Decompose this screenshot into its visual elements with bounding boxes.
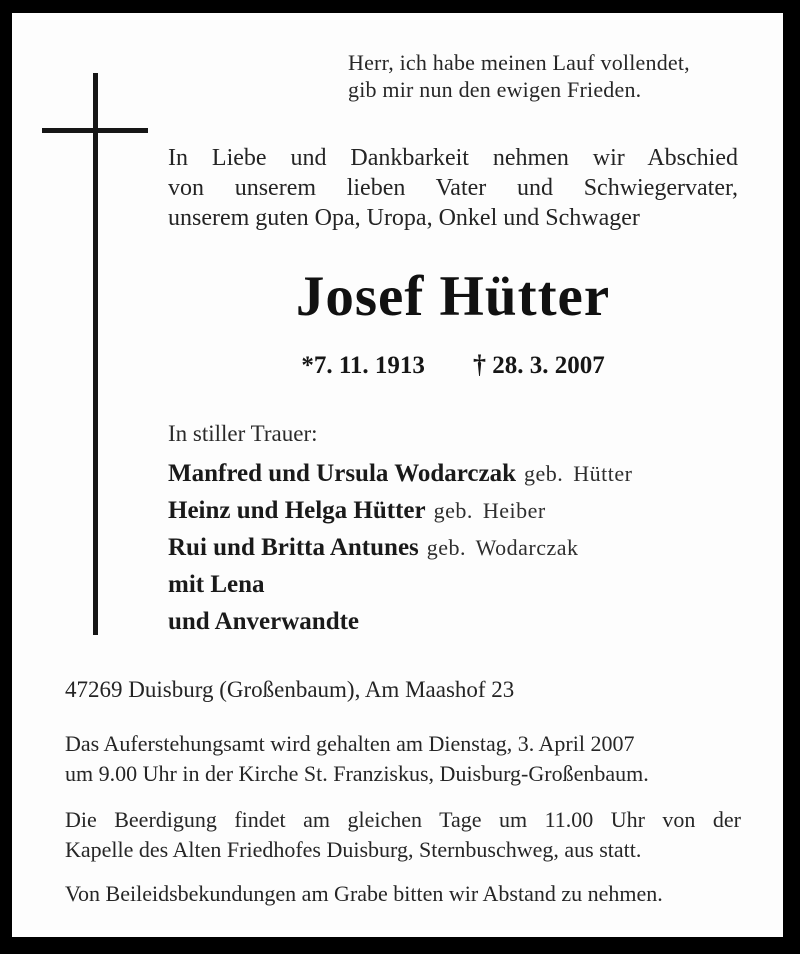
service-line-2: um 9.00 Uhr in der Kirche St. Franziskus, Duisburg-Großenbaum. xyxy=(65,761,649,786)
deceased-name: Josef Hütter xyxy=(295,265,611,328)
mourner-names: Rui und Britta Antunes xyxy=(168,534,419,561)
life-dates xyxy=(168,350,738,380)
death-date: 28. 3. 2007 xyxy=(492,352,605,379)
mourner-row xyxy=(168,460,753,497)
death-date-group xyxy=(473,352,605,379)
mourner-maiden-name: geb. Heiber xyxy=(433,498,546,523)
quote-line-1: Herr, ich habe meinen Lauf vollendet, xyxy=(348,50,690,75)
mourner-maiden-name: geb. Wodarczak xyxy=(426,535,579,560)
death-dagger-icon: † xyxy=(472,350,486,379)
quote-line-2: gib mir nun den ewigen Frieden. xyxy=(348,77,642,102)
mourner-maiden-name: geb. Hütter xyxy=(523,461,633,486)
cross-icon-bar xyxy=(42,128,148,133)
scripture-quote xyxy=(348,49,690,103)
intro-line-3: unserem guten Opa, Uropa, Onkel und Schwager xyxy=(168,205,640,231)
mourner-row xyxy=(168,497,753,534)
service-paragraph xyxy=(65,729,741,789)
burial-line-1: Die Beerdigung findet am gleichen Tage um 11.00 Uhr von der xyxy=(65,807,741,832)
intro-line-2: von unserem lieben Vater und Schwiegervater, xyxy=(168,175,738,201)
intro-line-1: In Liebe und Dankbarkeit nehmen wir Abschied xyxy=(168,145,738,171)
condolence-note: Von Beileidsbekundungen am Grabe bitten wir Abstand zu nehmen. xyxy=(65,881,663,906)
intro-paragraph xyxy=(168,143,738,233)
mourner-names: Manfred und Ursula Wodarczak xyxy=(168,460,516,487)
mourners-list xyxy=(168,460,753,645)
deceased-name-block xyxy=(168,265,738,329)
obituary-notice xyxy=(12,13,783,937)
birth-date: 7. 11. 1913 xyxy=(313,352,425,379)
cross-icon xyxy=(93,73,98,635)
mourner-names: mit Lena xyxy=(168,571,265,598)
birth-date-group xyxy=(301,352,425,379)
mourner-row xyxy=(168,534,753,571)
mourner-row xyxy=(168,608,753,645)
mourning-heading: In stiller Trauer: xyxy=(168,421,318,446)
burial-paragraph xyxy=(65,805,741,865)
mourner-names: und Anverwandte xyxy=(168,608,360,635)
service-line-1: Das Auferstehungsamt wird gehalten am Dienstag, 3. April 2007 xyxy=(65,731,635,756)
address-line: 47269 Duisburg (Großenbaum), Am Maashof 23 xyxy=(65,677,515,702)
burial-line-2: Kapelle des Alten Friedhofes Duisburg, Sternbuschweg, aus statt. xyxy=(65,837,642,862)
mourner-names: Heinz und Helga Hütter xyxy=(168,497,426,524)
mourner-row xyxy=(168,571,753,608)
birth-star-icon: * xyxy=(301,352,314,379)
